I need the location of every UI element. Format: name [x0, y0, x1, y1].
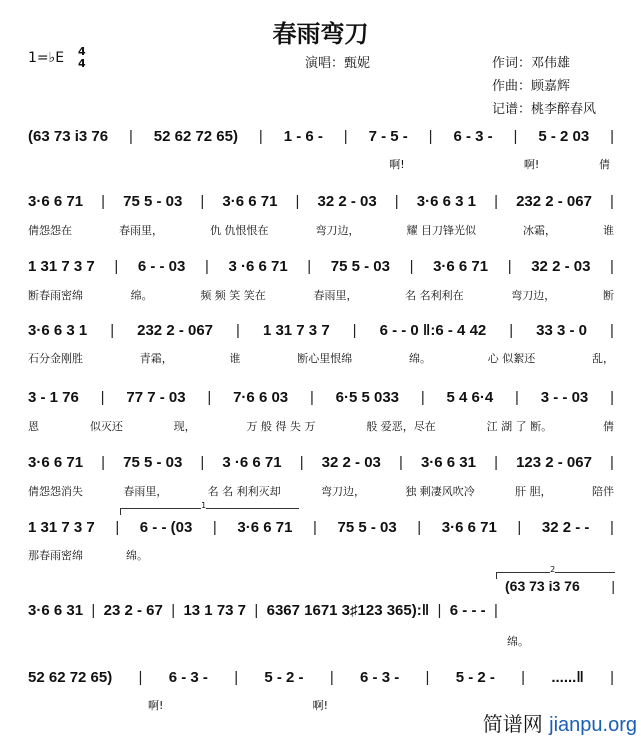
barline: |	[258, 128, 263, 145]
lyrics-row	[28, 350, 614, 366]
barline: |	[428, 128, 433, 145]
staff-row	[28, 602, 498, 619]
measure: 3·6 6 31	[420, 454, 476, 471]
staff-row	[28, 454, 614, 471]
barline: |	[494, 454, 498, 471]
barline: |	[494, 193, 498, 210]
lyric: 谁	[229, 352, 241, 365]
barline: |	[313, 519, 317, 536]
lyrics-row	[28, 418, 614, 434]
staff-row	[28, 193, 614, 210]
measure: 32 2 - 03	[321, 454, 381, 471]
measure: 32 2 - 03	[317, 193, 377, 210]
measure: 5 - 2 -	[455, 669, 495, 686]
lyric: 啊!	[389, 158, 405, 171]
measure: 52 62 72 65)	[153, 128, 238, 145]
measure: 1 - 6 -	[283, 128, 323, 145]
measure: 1 31 7 3 7	[262, 322, 330, 339]
barline: |	[398, 454, 403, 471]
song-title: 春雨弯刀	[272, 19, 369, 48]
lyric: 独 剩凄风吹冷	[405, 485, 475, 498]
measure: 75 5 - 03	[123, 454, 183, 471]
staff-row	[28, 519, 614, 536]
measure: 3 - - 03	[540, 389, 589, 406]
lyric: 弯刀边，	[320, 485, 365, 498]
measure: 75 5 - 03	[330, 258, 390, 275]
measure: 232 2 - 067	[137, 322, 214, 339]
barline: |	[517, 519, 522, 536]
lyric: 陪伴	[591, 485, 614, 498]
barline: |	[610, 322, 614, 339]
barline: |	[437, 602, 442, 619]
measure: 6 - - 0 ‖:6 - 4 42	[379, 322, 487, 339]
measure: 32 2 - 03	[531, 258, 591, 275]
barline: |	[212, 519, 217, 536]
barline: |	[420, 389, 425, 406]
lyric: 春雨里，	[119, 224, 163, 237]
staff-row	[28, 669, 614, 686]
barline: |	[307, 258, 312, 275]
measure: ......‖	[551, 669, 584, 686]
lyric: 啊!	[523, 158, 540, 171]
measure: 232 2 - 067	[516, 193, 592, 210]
lyric: 耀 目刀锋光似	[406, 224, 476, 237]
lyric: 绵。	[126, 549, 148, 562]
lyric: 青霜，	[139, 352, 173, 365]
measure: 6 - 3 -	[168, 669, 208, 686]
measure: 3·6 6 71	[237, 519, 293, 536]
barline: |	[204, 258, 209, 275]
lyrics-row	[28, 287, 614, 303]
volta-1: 1	[120, 508, 299, 515]
barline: |	[128, 128, 133, 145]
barline: |	[521, 669, 526, 686]
barline: |	[610, 389, 614, 406]
barline: |	[610, 193, 614, 210]
barline: |	[394, 193, 399, 210]
lyric: 石分金刚胜	[28, 352, 83, 365]
lyric: 名 名利利在	[405, 289, 464, 302]
key-signature: 1=♭E	[28, 50, 65, 66]
measure: 3·6 6 71	[222, 193, 278, 210]
barline: |	[91, 602, 96, 619]
measure: 52 62 72 65)	[28, 669, 113, 686]
measure: 3·6 6 31	[28, 602, 84, 619]
measure: 6 - - -	[449, 602, 486, 619]
barline: |	[425, 669, 430, 686]
lyric: 现，	[173, 420, 196, 433]
barline: |	[352, 322, 357, 339]
staff-row	[28, 128, 614, 145]
lyric: 心 似絮还	[487, 352, 536, 365]
lyric: 仇 仇恨恨在	[210, 224, 269, 237]
lyric: 似灭还	[89, 420, 123, 433]
measure: 3 - 1 76	[28, 389, 79, 406]
lyric: 断	[602, 289, 614, 302]
staff-row	[28, 322, 614, 339]
barline: |	[236, 322, 240, 339]
lyric: 冰霜，	[523, 224, 556, 237]
barline: |	[493, 602, 498, 619]
composer: 作曲：顾嘉辉	[492, 79, 571, 94]
lyrics-row	[28, 483, 614, 499]
lyric: 绵。	[409, 352, 431, 365]
measure: 7 - 5 -	[368, 128, 408, 145]
measure: 6 - - (03	[139, 519, 193, 536]
measure: 23 2 - 67	[103, 602, 163, 619]
barline: |	[507, 258, 512, 275]
lyrics-row	[507, 633, 537, 649]
measure: 5 4 6·4	[446, 389, 494, 406]
lyric: 春雨里，	[313, 289, 358, 302]
barline: |	[513, 128, 518, 145]
barline: |	[138, 669, 143, 686]
lyric: 江 湖 了 断。	[486, 420, 553, 433]
barline: |	[515, 389, 519, 406]
lyric: 断春雨密绵	[28, 289, 83, 302]
barline: |	[100, 389, 105, 406]
lyric: 倩	[598, 158, 610, 171]
measure: 6 - - 03	[137, 258, 186, 275]
barline: |	[101, 193, 106, 210]
barline: |	[329, 669, 334, 686]
measure: 3·6 6 71	[28, 193, 84, 210]
lyric: 乱，	[592, 352, 614, 365]
measure: 3·6 6 71	[28, 454, 84, 471]
lyric: 谁	[603, 224, 614, 237]
measure: 77 7 - 03	[126, 389, 186, 406]
measure: 6 - 3 -	[453, 128, 493, 145]
measure: 6·5 5 033	[335, 389, 400, 406]
barline: |	[254, 602, 259, 619]
transcriber: 记谱：桃李醉春风	[492, 102, 597, 117]
measure: 3·6 6 3 1	[416, 193, 476, 210]
barline: |	[234, 669, 239, 686]
measure: 3 ·6 6 71	[222, 454, 282, 471]
lyrics-row	[28, 547, 148, 563]
measure: 33 3 - 0	[536, 322, 588, 339]
staff-row	[28, 258, 614, 275]
lyric: 恩	[28, 420, 39, 433]
lyric: 弯刀边，	[511, 289, 556, 302]
barline: |	[200, 454, 205, 471]
measure: 3·6 6 71	[441, 519, 497, 536]
lyricist: 作词：邓伟雄	[492, 56, 571, 71]
barline: |	[343, 128, 348, 145]
lyric: 倩	[602, 420, 614, 433]
measure: 75 5 - 03	[123, 193, 183, 210]
barline: |	[509, 322, 514, 339]
measure: 1 31 7 3 7	[28, 519, 95, 536]
barline: |	[309, 389, 314, 406]
barline: |	[114, 258, 119, 275]
lyric: 般 爱恶，尽在	[366, 420, 436, 433]
lyric: 啊!	[148, 699, 164, 712]
lyric: 倩怨怨在	[28, 224, 72, 237]
barline: |	[299, 454, 304, 471]
barline: |	[610, 669, 614, 686]
barline: |	[609, 519, 614, 536]
measure: 7·6 6 03	[233, 389, 289, 406]
barline: |	[110, 322, 115, 339]
measure: (63 73 i3 76	[28, 128, 109, 145]
lyric: 绵。	[507, 635, 529, 648]
barline: |	[115, 519, 120, 536]
volta-2: 2	[496, 572, 615, 579]
barline: |	[610, 454, 614, 471]
lyric: 啊!	[312, 699, 328, 712]
lyric: 绵。	[130, 289, 153, 302]
measure: 3 ·6 6 71	[228, 258, 288, 275]
measure: 3·6 6 71	[433, 258, 489, 275]
lyric: 春雨里，	[123, 485, 168, 498]
barline: |	[610, 128, 614, 145]
lyrics-row	[270, 156, 610, 172]
measure: 1 31 7 3 7	[28, 258, 95, 275]
lyric: 弯刀边，	[315, 224, 360, 237]
measure: 5 - 2 -	[264, 669, 304, 686]
time-signature: 4 4	[78, 45, 86, 70]
staff-row	[28, 389, 614, 406]
barline: |	[207, 389, 212, 406]
lyric: 名 名 利利灭却	[207, 485, 281, 498]
lyric: 频 频 笑 笑在	[200, 289, 266, 302]
barline: |	[295, 193, 300, 210]
lyric: 肝 胆，	[515, 485, 552, 498]
lyric: 倩怨怨消失	[28, 485, 83, 498]
barline: |	[409, 258, 414, 275]
lyrics-row	[28, 222, 614, 238]
barline: |	[610, 258, 614, 275]
barline: |	[171, 602, 176, 619]
barline: |	[200, 193, 205, 210]
singer: 演唱：甄妮	[305, 56, 371, 71]
barline: |	[417, 519, 422, 536]
measure: 5 - 2 03	[538, 128, 590, 145]
volta-2-measure: (63 73 i3 76 |	[505, 578, 615, 594]
lyric: 那春雨密绵	[28, 549, 83, 562]
measure: 32 2 - -	[541, 519, 590, 536]
measure: 13 1 73 7	[183, 602, 247, 619]
lyrics-row	[148, 697, 328, 713]
barline: |	[101, 454, 106, 471]
lyric: 万 般 得 失 万	[246, 420, 316, 433]
measure: 3·6 6 3 1	[28, 322, 88, 339]
measure: 6 - 3 -	[360, 669, 400, 686]
measure: 6367 1671 3♯123 365):‖	[266, 602, 430, 619]
measure: 75 5 - 03	[337, 519, 397, 536]
site-logo: 简谱网 jianpu.org	[482, 712, 637, 736]
measure: 123 2 - 067	[516, 454, 592, 471]
lyric: 断心里恨绵	[297, 352, 353, 365]
